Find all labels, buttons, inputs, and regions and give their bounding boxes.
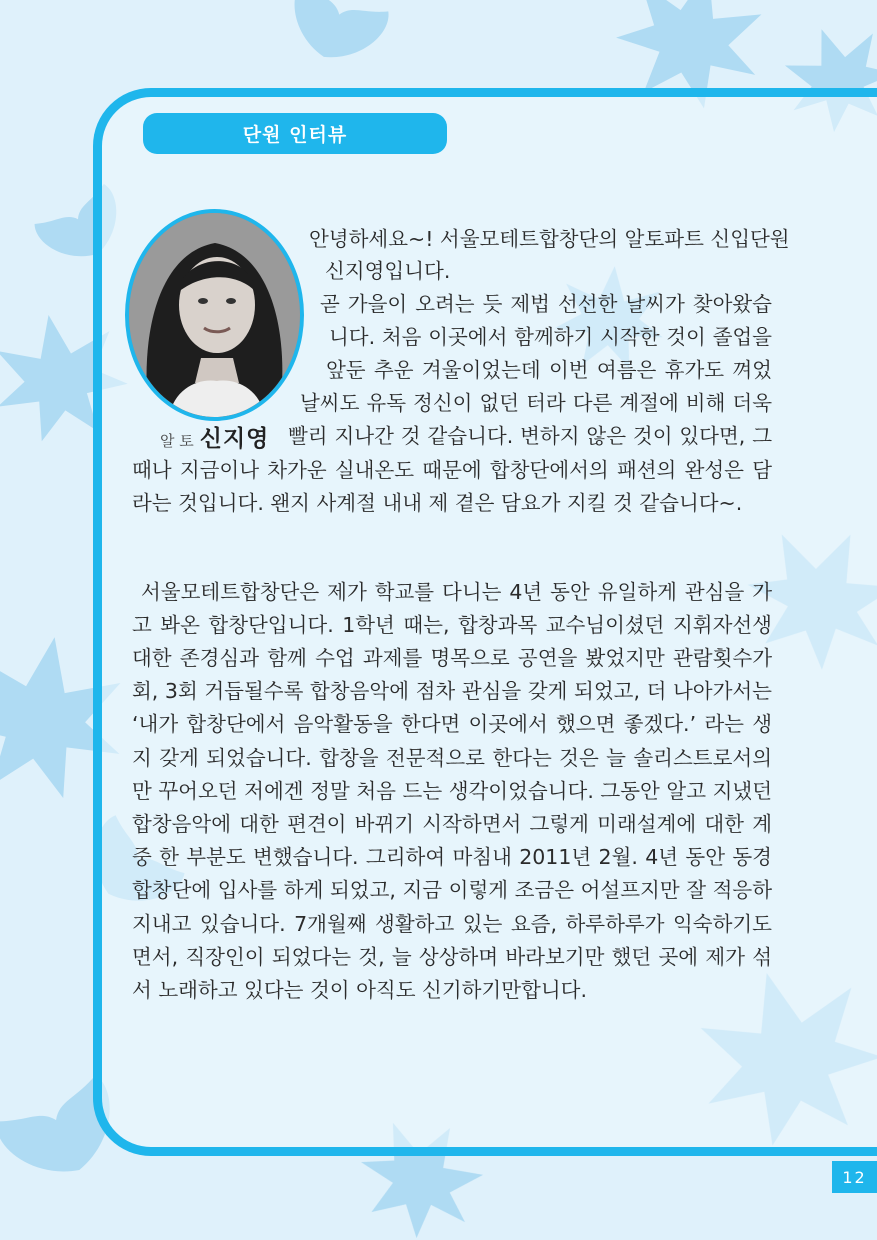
text-line: 면서, 직장인이 되었다는 것, 늘 상상하며 바라보기만 했던 곳에 제가 섞 xyxy=(132,945,772,969)
text-line: 곧 가을이 오려는 듯 제법 선선한 날씨가 찾아왔습 xyxy=(320,292,772,316)
profile-part: 알 토 xyxy=(160,432,194,450)
text-line: 지내고 있습니다. 7개월째 생활하고 있는 요즘, 하루하루가 익숙하기도 xyxy=(132,912,772,936)
profile-name: 신지영 xyxy=(199,426,270,452)
text-line: 합창단에 입사를 하게 되었고, 지금 이렇게 조금은 어설프지만 잘 적응하 xyxy=(132,878,772,902)
text-line: 신지영입니다. xyxy=(325,259,451,283)
text-line: ‘내가 합창단에서 음악활동을 한다면 이곳에서 했으면 좋겠다.’ 라는 생 xyxy=(132,712,772,736)
text-line: 지 갖게 되었습니다. 합창을 전문적으로 한다는 것은 늘 솔리스트로서의 xyxy=(132,746,772,770)
text-line: 고 봐온 합창단입니다. 1학년 때는, 합창과목 교수님이셨던 지휘자선생 xyxy=(132,613,772,637)
text-line: 니다. 처음 이곳에서 함께하기 시작한 것이 졸업을 xyxy=(329,325,772,349)
page-number: 12 xyxy=(832,1161,877,1193)
text-line: 라는 것입니다. 왠지 사계절 내내 제 곁은 담요가 지킬 것 같습니다~. xyxy=(132,491,743,515)
text-line: 합창음악에 대한 편견이 바뀌기 시작하면서 그렇게 미래설계에 대한 계 xyxy=(132,812,772,836)
text-line: 앞둔 추운 겨울이었는데 이번 여름은 휴가도 껴었 xyxy=(326,358,772,382)
text-line: 중 한 부분도 변했습니다. 그리하여 마침내 2011년 2월. 4년 동안 동경 xyxy=(132,845,772,869)
text-line: 안녕하세요~! 서울모테트합창단의 알토파트 신입단원 xyxy=(309,227,790,251)
text-line: 날씨도 유독 정신이 없던 터라 다른 계절에 비해 더욱 xyxy=(300,391,772,415)
text-line: 대한 존경심과 함께 수업 과제를 명목으로 공연을 봤었지만 관람횟수가 xyxy=(132,646,772,670)
profile-caption xyxy=(160,420,269,453)
text-line: 서울모테트합창단은 제가 학교를 다니는 4년 동안 유일하게 관심을 가 xyxy=(141,580,772,604)
text-line: 만 꾸어오던 저에겐 정말 처음 드는 생각이었습니다. 그동안 알고 지냈던 xyxy=(132,779,772,803)
text-line: 회, 3회 거듭될수록 합창음악에 점차 관심을 갖게 되었고, 더 나아가서는 xyxy=(132,679,772,703)
section-title: 단원 인터뷰 xyxy=(143,113,447,154)
text-line: 서 노래하고 있다는 것이 아직도 신기하기만합니다. xyxy=(132,978,587,1002)
text-line: 빨리 지나간 것 같습니다. 변하지 않은 것이 있다면, 그 xyxy=(288,424,772,448)
profile-photo xyxy=(125,209,304,421)
text-line: 때나 지금이나 차가운 실내온도 때문에 합창단에서의 패션의 완성은 담 xyxy=(132,458,772,482)
